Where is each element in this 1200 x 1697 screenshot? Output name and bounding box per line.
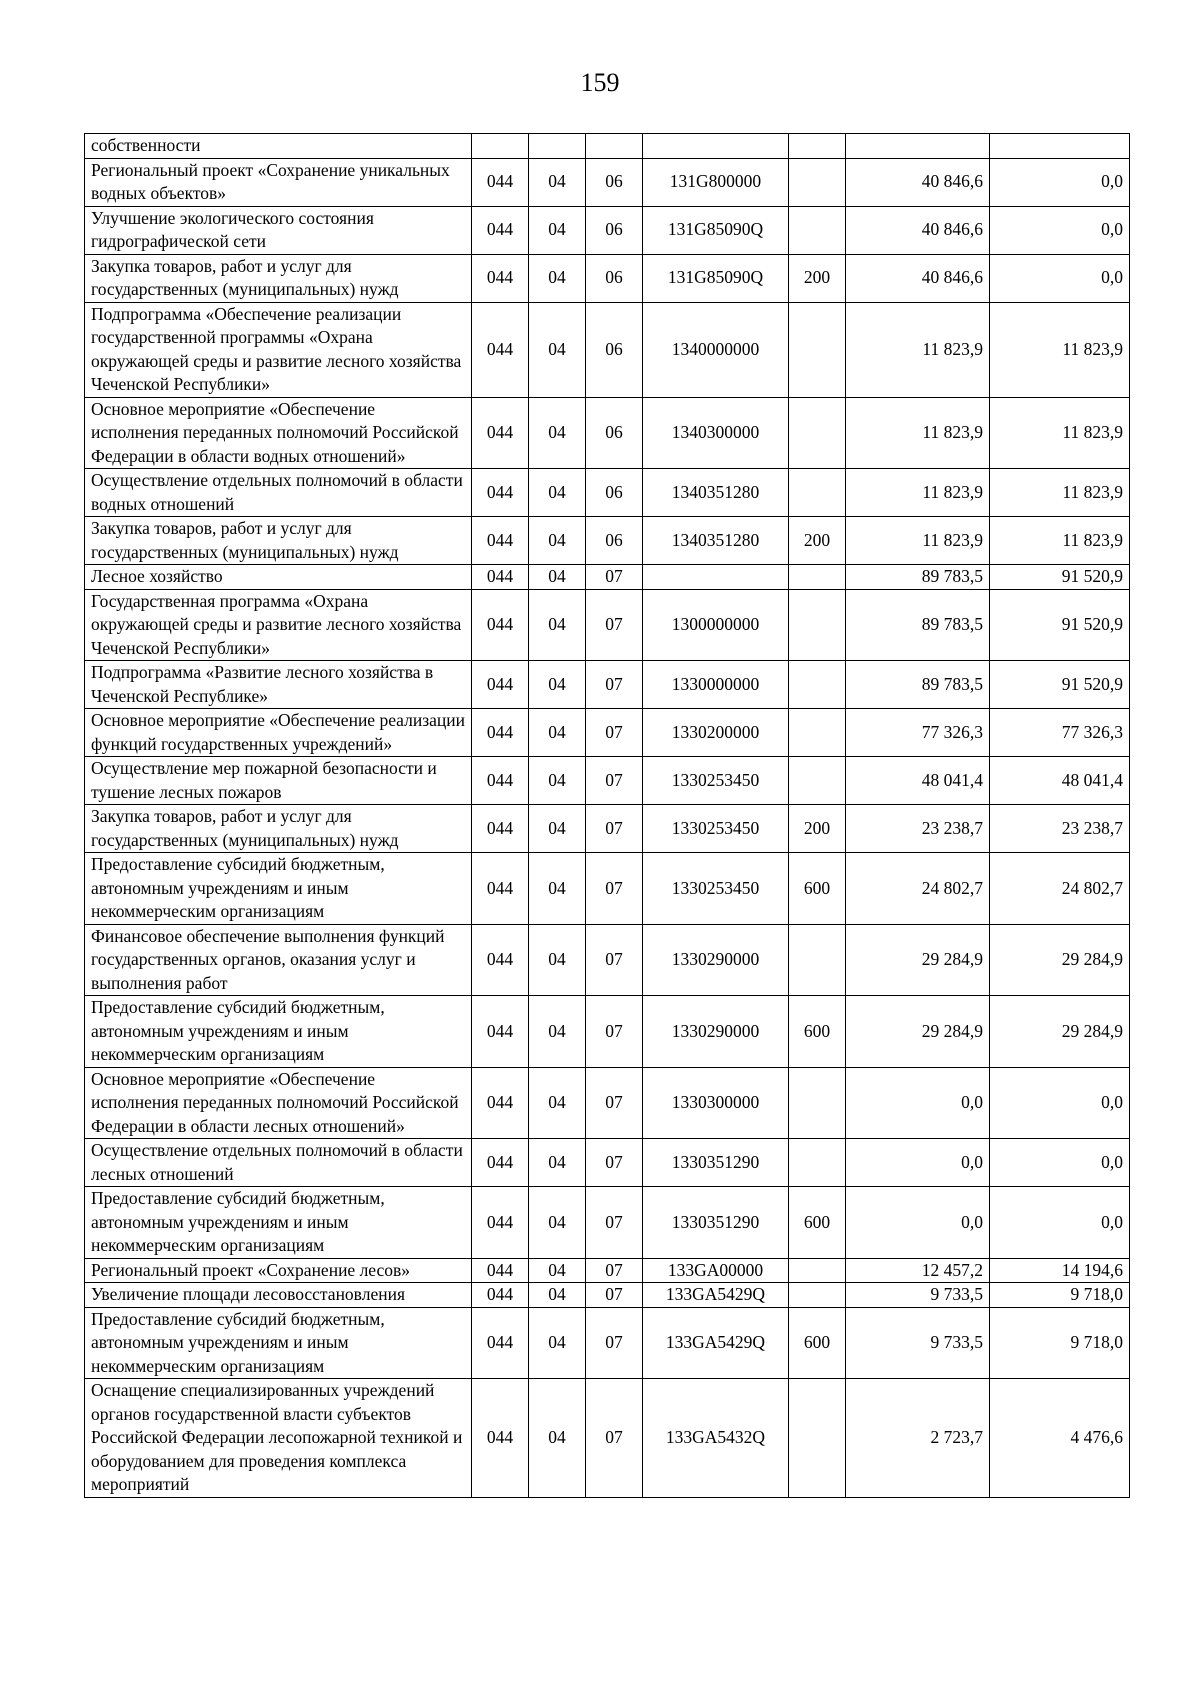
cell-section-code: 04 <box>529 924 586 996</box>
budget-table <box>84 133 1130 1498</box>
cell-expense-type <box>789 302 846 397</box>
cell-name: Основное мероприятие «Обеспечение реализации функций государственных учреждений» <box>85 709 472 757</box>
table-row <box>85 661 1130 709</box>
cell-expense-type <box>789 1139 846 1187</box>
cell-section-code: 04 <box>529 1139 586 1187</box>
cell-ministry-code: 044 <box>472 589 529 661</box>
cell-subsection-code: 06 <box>586 254 643 302</box>
cell-expense-type <box>789 1258 846 1283</box>
cell-ministry-code: 044 <box>472 158 529 206</box>
cell-subsection-code: 07 <box>586 1307 643 1379</box>
cell-target-article: 1330253450 <box>643 853 789 925</box>
cell-target-article: 1330290000 <box>643 996 789 1068</box>
cell-amount-year-1: 29 284,9 <box>846 996 990 1068</box>
cell-ministry-code: 044 <box>472 709 529 757</box>
cell-expense-type: 200 <box>789 805 846 853</box>
cell-name: Подпрограмма «Развитие лесного хозяйства в Чеченской Республике» <box>85 661 472 709</box>
cell-expense-type <box>789 1283 846 1308</box>
table-row <box>85 1258 1130 1283</box>
cell-ministry-code: 044 <box>472 1283 529 1308</box>
cell-amount-year-2: 0,0 <box>990 158 1130 206</box>
cell-ministry-code: 044 <box>472 206 529 254</box>
cell-ministry-code: 044 <box>472 661 529 709</box>
table-row <box>85 853 1130 925</box>
table-row <box>85 709 1130 757</box>
cell-subsection-code: 07 <box>586 924 643 996</box>
cell-subsection-code: 07 <box>586 996 643 1068</box>
cell-expense-type <box>789 469 846 517</box>
cell-amount-year-2: 91 520,9 <box>990 661 1130 709</box>
cell-amount-year-1: 9 733,5 <box>846 1307 990 1379</box>
cell-section-code: 04 <box>529 517 586 565</box>
cell-section-code: 04 <box>529 1379 586 1498</box>
cell-subsection-code: 06 <box>586 302 643 397</box>
cell-subsection-code: 07 <box>586 1258 643 1283</box>
cell-ministry-code: 044 <box>472 1258 529 1283</box>
cell-amount-year-1: 0,0 <box>846 1187 990 1259</box>
cell-target-article <box>643 565 789 590</box>
cell-ministry-code: 044 <box>472 1187 529 1259</box>
cell-amount-year-1: 0,0 <box>846 1067 990 1139</box>
cell-amount-year-1: 11 823,9 <box>846 302 990 397</box>
cell-ministry-code: 044 <box>472 469 529 517</box>
cell-expense-type <box>789 589 846 661</box>
cell-name: Основное мероприятие «Обеспечение исполнения переданных полномочий Российской Федерации в области лесных отношений» <box>85 1067 472 1139</box>
cell-amount-year-2: 14 194,6 <box>990 1258 1130 1283</box>
cell-amount-year-2: 0,0 <box>990 1139 1130 1187</box>
cell-amount-year-1: 40 846,6 <box>846 206 990 254</box>
cell-name: Закупка товаров, работ и услуг для государственных (муниципальных) нужд <box>85 254 472 302</box>
cell-expense-type <box>789 661 846 709</box>
cell-expense-type <box>789 206 846 254</box>
cell-expense-type <box>789 565 846 590</box>
cell-amount-year-1: 11 823,9 <box>846 517 990 565</box>
cell-subsection-code: 07 <box>586 1379 643 1498</box>
cell-amount-year-2: 48 041,4 <box>990 757 1130 805</box>
cell-subsection-code: 07 <box>586 1283 643 1308</box>
cell-amount-year-2: 91 520,9 <box>990 589 1130 661</box>
cell-subsection-code: 06 <box>586 158 643 206</box>
cell-amount-year-2: 29 284,9 <box>990 924 1130 996</box>
table-row <box>85 1307 1130 1379</box>
cell-amount-year-2 <box>990 134 1130 159</box>
cell-ministry-code: 044 <box>472 565 529 590</box>
cell-subsection-code: 07 <box>586 1187 643 1259</box>
cell-expense-type: 600 <box>789 996 846 1068</box>
cell-expense-type <box>789 924 846 996</box>
cell-subsection-code <box>586 134 643 159</box>
cell-name: Осуществление отдельных полномочий в области лесных отношений <box>85 1139 472 1187</box>
cell-name: Закупка товаров, работ и услуг для государственных (муниципальных) нужд <box>85 517 472 565</box>
cell-amount-year-2: 0,0 <box>990 254 1130 302</box>
cell-amount-year-1: 11 823,9 <box>846 469 990 517</box>
cell-section-code: 04 <box>529 565 586 590</box>
cell-name: Закупка товаров, работ и услуг для государственных (муниципальных) нужд <box>85 805 472 853</box>
cell-amount-year-2: 11 823,9 <box>990 469 1130 517</box>
cell-subsection-code: 07 <box>586 709 643 757</box>
cell-section-code: 04 <box>529 1258 586 1283</box>
cell-amount-year-2: 23 238,7 <box>990 805 1130 853</box>
table-row <box>85 757 1130 805</box>
cell-expense-type: 600 <box>789 853 846 925</box>
cell-name: Региональный проект «Сохранение уникальных водных объектов» <box>85 158 472 206</box>
cell-amount-year-2: 9 718,0 <box>990 1283 1130 1308</box>
table-row <box>85 1187 1130 1259</box>
cell-subsection-code: 07 <box>586 661 643 709</box>
cell-amount-year-1: 11 823,9 <box>846 397 990 469</box>
cell-section-code: 04 <box>529 589 586 661</box>
cell-amount-year-1: 77 326,3 <box>846 709 990 757</box>
table-row <box>85 924 1130 996</box>
cell-amount-year-1: 89 783,5 <box>846 661 990 709</box>
cell-target-article: 131G85090Q <box>643 254 789 302</box>
cell-subsection-code: 07 <box>586 1139 643 1187</box>
cell-amount-year-1: 24 802,7 <box>846 853 990 925</box>
cell-subsection-code: 07 <box>586 589 643 661</box>
table-row <box>85 1139 1130 1187</box>
cell-name: Увеличение площади лесовосстановления <box>85 1283 472 1308</box>
cell-name: Региональный проект «Сохранение лесов» <box>85 1258 472 1283</box>
cell-target-article: 1330300000 <box>643 1067 789 1139</box>
cell-name: Основное мероприятие «Обеспечение исполнения переданных полномочий Российской Федерации в области водных отношений» <box>85 397 472 469</box>
cell-target-article: 131G800000 <box>643 158 789 206</box>
table-row <box>85 206 1130 254</box>
cell-subsection-code: 07 <box>586 757 643 805</box>
cell-amount-year-1: 40 846,6 <box>846 158 990 206</box>
cell-amount-year-2: 11 823,9 <box>990 397 1130 469</box>
cell-name: Осуществление мер пожарной безопасности и тушение лесных пожаров <box>85 757 472 805</box>
cell-amount-year-2: 24 802,7 <box>990 853 1130 925</box>
cell-expense-type <box>789 158 846 206</box>
table-row <box>85 134 1130 159</box>
cell-expense-type <box>789 134 846 159</box>
cell-target-article: 1330253450 <box>643 757 789 805</box>
cell-section-code: 04 <box>529 996 586 1068</box>
cell-target-article: 1330290000 <box>643 924 789 996</box>
cell-subsection-code: 06 <box>586 206 643 254</box>
cell-target-article: 133GA5432Q <box>643 1379 789 1498</box>
cell-name: собственности <box>85 134 472 159</box>
table-row <box>85 589 1130 661</box>
cell-subsection-code: 07 <box>586 853 643 925</box>
cell-expense-type <box>789 757 846 805</box>
cell-subsection-code: 07 <box>586 1067 643 1139</box>
cell-name: Предоставление субсидий бюджетным, автономным учреждениям и иным некоммерческим организациям <box>85 996 472 1068</box>
cell-amount-year-1: 40 846,6 <box>846 254 990 302</box>
cell-section-code: 04 <box>529 1283 586 1308</box>
cell-ministry-code: 044 <box>472 1379 529 1498</box>
cell-section-code: 04 <box>529 254 586 302</box>
cell-subsection-code: 06 <box>586 517 643 565</box>
cell-target-article: 1340000000 <box>643 302 789 397</box>
cell-amount-year-2: 91 520,9 <box>990 565 1130 590</box>
cell-name: Государственная программа «Охрана окружающей среды и развитие лесного хозяйства Чеченской Республики» <box>85 589 472 661</box>
cell-amount-year-1: 2 723,7 <box>846 1379 990 1498</box>
cell-ministry-code: 044 <box>472 1139 529 1187</box>
cell-name: Лесное хозяйство <box>85 565 472 590</box>
cell-subsection-code: 06 <box>586 397 643 469</box>
cell-subsection-code: 07 <box>586 565 643 590</box>
cell-name: Осуществление отдельных полномочий в области водных отношений <box>85 469 472 517</box>
cell-amount-year-2: 0,0 <box>990 206 1130 254</box>
cell-expense-type: 600 <box>789 1307 846 1379</box>
table-row <box>85 1283 1130 1308</box>
cell-target-article: 133GA5429Q <box>643 1307 789 1379</box>
cell-expense-type <box>789 397 846 469</box>
cell-amount-year-1: 0,0 <box>846 1139 990 1187</box>
cell-expense-type <box>789 1379 846 1498</box>
cell-expense-type <box>789 1067 846 1139</box>
cell-ministry-code: 044 <box>472 853 529 925</box>
cell-amount-year-1: 23 238,7 <box>846 805 990 853</box>
cell-target-article: 1330200000 <box>643 709 789 757</box>
cell-amount-year-1: 12 457,2 <box>846 1258 990 1283</box>
cell-ministry-code: 044 <box>472 924 529 996</box>
cell-amount-year-2: 0,0 <box>990 1187 1130 1259</box>
cell-target-article <box>643 134 789 159</box>
cell-section-code: 04 <box>529 805 586 853</box>
cell-section-code: 04 <box>529 757 586 805</box>
table-row <box>85 254 1130 302</box>
cell-target-article: 1340351280 <box>643 517 789 565</box>
table-row <box>85 517 1130 565</box>
cell-ministry-code: 044 <box>472 397 529 469</box>
cell-target-article: 1340351280 <box>643 469 789 517</box>
cell-amount-year-2: 4 476,6 <box>990 1379 1130 1498</box>
cell-amount-year-2: 11 823,9 <box>990 302 1130 397</box>
table-row <box>85 158 1130 206</box>
table-row <box>85 397 1130 469</box>
cell-amount-year-2: 29 284,9 <box>990 996 1130 1068</box>
cell-section-code: 04 <box>529 302 586 397</box>
cell-ministry-code: 044 <box>472 1067 529 1139</box>
table-row <box>85 565 1130 590</box>
table-row <box>85 1067 1130 1139</box>
cell-amount-year-2: 77 326,3 <box>990 709 1130 757</box>
cell-ministry-code: 044 <box>472 254 529 302</box>
cell-ministry-code <box>472 134 529 159</box>
cell-ministry-code: 044 <box>472 757 529 805</box>
cell-target-article: 133GA00000 <box>643 1258 789 1283</box>
cell-name: Предоставление субсидий бюджетным, автономным учреждениям и иным некоммерческим организациям <box>85 1187 472 1259</box>
table-body <box>85 134 1130 1498</box>
cell-section-code: 04 <box>529 397 586 469</box>
cell-name: Предоставление субсидий бюджетным, автономным учреждениям и иным некоммерческим организациям <box>85 853 472 925</box>
cell-name: Улучшение экологического состояния гидрографической сети <box>85 206 472 254</box>
cell-target-article: 1300000000 <box>643 589 789 661</box>
cell-target-article: 1330351290 <box>643 1187 789 1259</box>
cell-name: Оснащение специализированных учреждений органов государственной власти субъектов Российской Федерации лесопожарной техникой и оборудованием для проведения комплекса мероприятий <box>85 1379 472 1498</box>
cell-ministry-code: 044 <box>472 805 529 853</box>
cell-amount-year-2: 9 718,0 <box>990 1307 1130 1379</box>
cell-target-article: 1340300000 <box>643 397 789 469</box>
cell-amount-year-1: 9 733,5 <box>846 1283 990 1308</box>
cell-ministry-code: 044 <box>472 517 529 565</box>
cell-subsection-code: 07 <box>586 805 643 853</box>
cell-amount-year-1: 29 284,9 <box>846 924 990 996</box>
cell-ministry-code: 044 <box>472 1307 529 1379</box>
table-row <box>85 1379 1130 1498</box>
cell-section-code: 04 <box>529 158 586 206</box>
cell-target-article: 131G85090Q <box>643 206 789 254</box>
cell-target-article: 133GA5429Q <box>643 1283 789 1308</box>
cell-amount-year-1: 89 783,5 <box>846 589 990 661</box>
cell-amount-year-1: 48 041,4 <box>846 757 990 805</box>
cell-section-code: 04 <box>529 469 586 517</box>
cell-amount-year-1 <box>846 134 990 159</box>
table-row <box>85 996 1130 1068</box>
cell-section-code: 04 <box>529 1307 586 1379</box>
cell-amount-year-2: 0,0 <box>990 1067 1130 1139</box>
cell-section-code: 04 <box>529 1187 586 1259</box>
cell-section-code: 04 <box>529 853 586 925</box>
page-number: 159 <box>580 68 620 97</box>
cell-target-article: 1330000000 <box>643 661 789 709</box>
cell-expense-type: 600 <box>789 1187 846 1259</box>
cell-ministry-code: 044 <box>472 302 529 397</box>
cell-expense-type <box>789 709 846 757</box>
cell-section-code: 04 <box>529 709 586 757</box>
cell-ministry-code: 044 <box>472 996 529 1068</box>
cell-section-code: 04 <box>529 1067 586 1139</box>
cell-name: Предоставление субсидий бюджетным, автономным учреждениям и иным некоммерческим организациям <box>85 1307 472 1379</box>
cell-section-code <box>529 134 586 159</box>
cell-expense-type: 200 <box>789 254 846 302</box>
cell-subsection-code: 06 <box>586 469 643 517</box>
cell-expense-type: 200 <box>789 517 846 565</box>
cell-target-article: 1330351290 <box>643 1139 789 1187</box>
cell-section-code: 04 <box>529 661 586 709</box>
table-row <box>85 469 1130 517</box>
table-row <box>85 805 1130 853</box>
cell-section-code: 04 <box>529 206 586 254</box>
cell-name: Финансовое обеспечение выполнения функций государственных органов, оказания услуг и выполнения работ <box>85 924 472 996</box>
cell-name: Подпрограмма «Обеспечение реализации государственной программы «Охрана окружающей среды и развитие лесного хозяйства Чеченской Республики» <box>85 302 472 397</box>
cell-target-article: 1330253450 <box>643 805 789 853</box>
cell-amount-year-2: 11 823,9 <box>990 517 1130 565</box>
table-row <box>85 302 1130 397</box>
cell-amount-year-1: 89 783,5 <box>846 565 990 590</box>
